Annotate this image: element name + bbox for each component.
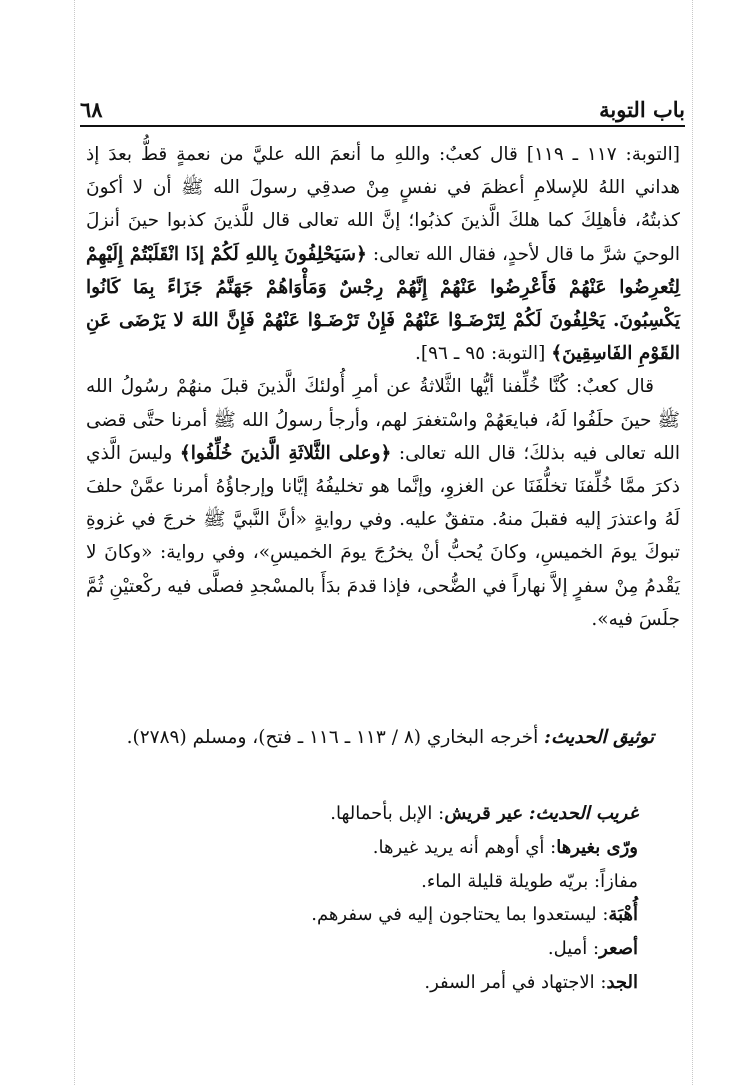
glossary-term: أصعر [599, 938, 638, 960]
glossary-term: عير قريش [444, 803, 524, 824]
glossary-label: غريب الحديث: [528, 803, 638, 824]
paragraph-2-text-b: وليسَ الَّذي ذكرَ ممَّا خُلِّفنَا تخلُّفَنَا عن الغزوِ، وإنَّما هو تخليفُهُ إيَّانا وإرجاؤُهُ أمرنا عمَّنْ حلفَ لَهُ واعتذرَ إليه فقبلَ منهُ. متفقٌ عليه. وفي روايةٍ «أنَّ النَّبيَّ ﷺ خرجَ في غزوةِ تبوكَ يومَ الخميسِ، وكانَ يُحبُّ أنْ يخرُجَ يومَ الخميسِ»، وفي رواية: «وكانَ لا يَقْدمُ مِنْ سفرٍ إلاَّ نهاراً في الضُّحى، فإذا قدمَ بدَأَ بالمسْجدِ فصلَّى فيه ركْعتيْنِ ثُمَّ جلَسَ فيه». [86, 442, 680, 630]
glossary-term: الجد [606, 971, 638, 993]
page-edge-right [692, 0, 693, 1085]
quran-verse-2: ﴿وعلى الثَّلاثَةِ الَّذينَ خُلِّفُوا﴾ [179, 442, 392, 464]
glossary-definition: : الاجتهاد في أمر السفر. [424, 971, 607, 993]
glossary-term: ورّى بغيرها [556, 836, 638, 858]
header-rule [80, 125, 685, 127]
paragraph-1-text-b: [التوبة: ٩٥ ـ ٩٦]. [415, 343, 552, 365]
glossary-definition: : أي أوهم أنه يريد غيرها. [372, 836, 557, 858]
glossary [86, 797, 638, 1000]
glossary-term: مفازاً [600, 870, 638, 892]
glossary-row [86, 898, 638, 932]
quran-verse-1: ﴿سَيَحْلِفُونَ بِاللهِ لَكُمْ إذَا انْقَلَبْتُمْ إِلَيْهِمْ لِتُعرِضُوا عَنْهُمْ فَأَعْرِضُوا عَنْهُمْ إِنَّهُمْ رِجْسٌ وَمَأْوَاهُمْ جَهَنَّمُ جَزَاءً بِمَا كَانُوا يَكْسِبُونَ. يَحْلِفُونَ لَكُمْ لِتَرْضَـوْا عَنْهُمْ فَإِنْ تَرْضَـوْا عَنْهُمْ فَإِنَّ اللهَ لا يَرْضَى عَنِ القَوْمِ الفَاسِقِينَ﴾ [86, 243, 680, 365]
glossary-definition: : ليستعدوا بما يحتاجون إليه في سفرهم. [311, 904, 609, 926]
glossary-row [86, 932, 638, 966]
hadith-body [86, 138, 680, 636]
page-edge-left [74, 0, 75, 1085]
paragraph-1 [86, 138, 680, 370]
chapter-title: باب التوبة [599, 97, 685, 122]
hadith-authentication [86, 721, 680, 754]
glossary-row [86, 865, 638, 899]
authentication-text: أخرجه البخاري (٨ / ١١٣ ـ ١١٦ ـ فتح)، ومسلم (٢٧٨٩). [126, 727, 545, 748]
page-header [80, 88, 685, 122]
glossary-row [86, 966, 638, 1000]
glossary-definition: : الإبل بأحمالها. [330, 803, 445, 824]
paragraph-1-text-a: [التوبة: ١١٧ ـ ١١٩] قال كعبٌ: واللهِ ما أنعمَ الله عليَّ من نعمةٍ قطُّ بعدَ إذ هداني اللهُ للإسلامِ أعظمَ في نفسٍ مِنْ صدقِي رسولَ الله ﷺ أن لا أكونَ كذبتُهُ، فأهلِكَ كما هلكَ الَّذينَ كذبُوا؛ إنَّ الله تعالى قال للَّذينَ كذبوا حينَ أنزلَ الوحيَ شرَّ ما قال لأحدٍ، فقال الله تعالى: [86, 144, 680, 265]
glossary-definition: : بريّه طويلة قليلة الماء. [421, 870, 601, 892]
glossary-row [86, 831, 638, 865]
glossary-row [86, 797, 638, 831]
page-number: ٦٨ [80, 97, 103, 122]
glossary-definition: : أميل. [547, 938, 600, 960]
glossary-term: أُهْبَة [608, 904, 638, 926]
paragraph-2-text-a: قال كعبٌ: كُنَّا خُلِّفنا أيُّها الثَّلاثةُ عن أمرِ أُولئكَ الَّذينَ قبلَ منهُمْ رسُولُ الله ﷺ حينَ حلَفُوا لَهُ، فبايعَهُمْ واسْتغفرَ لهم، وأرجأ رسولُ الله ﷺ أمرنا حتَّى قضى الله تعالى فيه بذلكَ؛ قال الله تعالى: [86, 376, 680, 464]
authentication-label: توثيق الحديث: [544, 727, 654, 748]
paragraph-2 [86, 370, 680, 636]
